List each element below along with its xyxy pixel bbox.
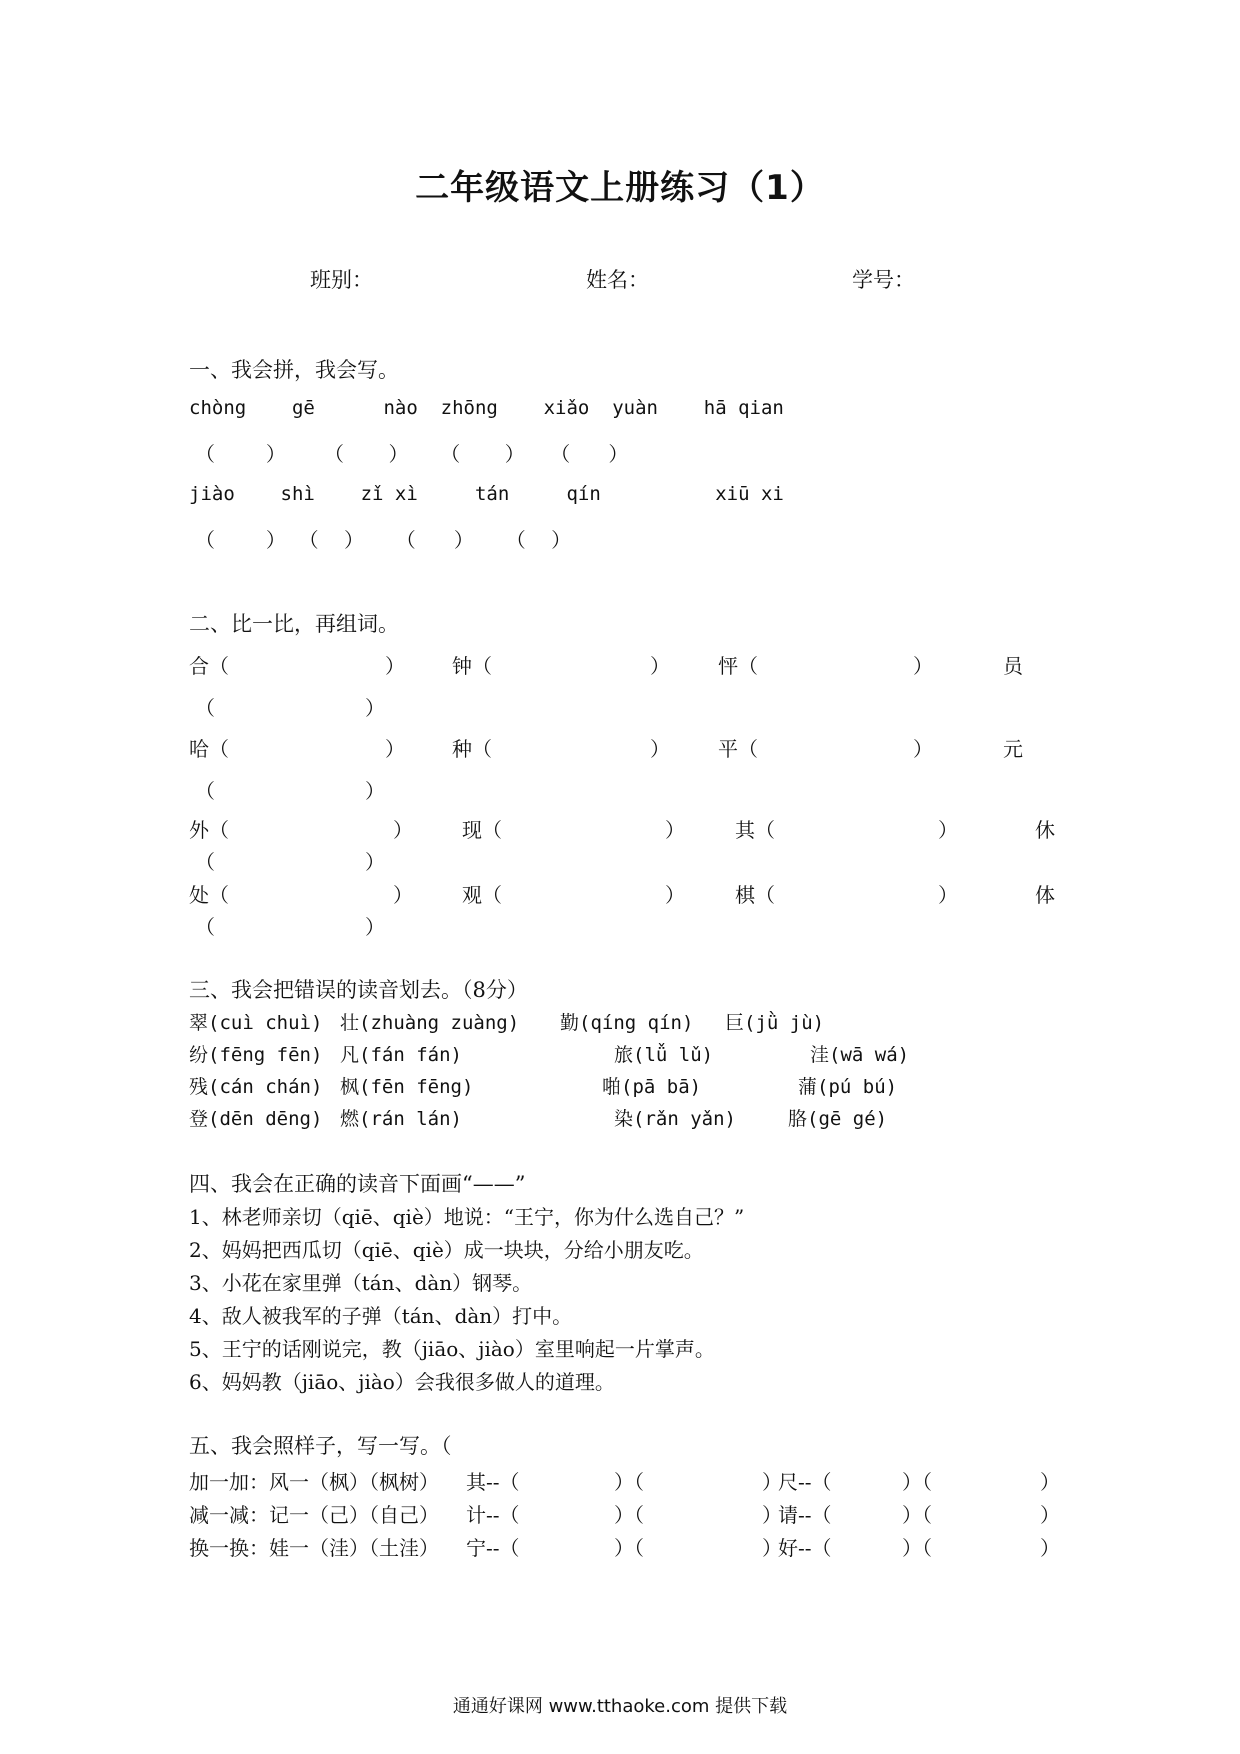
sentence-item: 1、林老师亲切（qiē、qiè）地说：“王宁，你为什么选自己？” (189, 1205, 745, 1229)
pronunciation-item: 纷(fēng fēn) (189, 1044, 323, 1066)
word-group-close: ） (665, 883, 685, 907)
sentence-item: 6、妈妈教（jiāo、jiào）会我很多做人的道理。 (189, 1370, 615, 1394)
pronunciation-item: 巨(jǜ jù) (725, 1012, 825, 1034)
example-label: 加一加：风一（枫）（枫树） (189, 1470, 439, 1494)
sentence-item: 5、王宁的话刚说完，教（jiāo、jiào）室里响起一片掌声。 (189, 1337, 715, 1361)
word-group-wrap-open: （ (195, 696, 215, 720)
student-number-label: 学号： (852, 268, 915, 292)
word-group-item: 钟（ (452, 654, 492, 678)
word-group-item: 怦（ (718, 654, 758, 678)
pronunciation-item: 燃(rán lán) (340, 1108, 462, 1130)
word-group-item: 现（ (462, 818, 502, 842)
word-group-close: ） (393, 818, 413, 842)
word-group-close: ） (913, 654, 933, 678)
exercise-blank-close: ） (1040, 1470, 1060, 1494)
word-group-close: ） (665, 818, 685, 842)
section-1-blanks-row-1: （ ） （ ） （ ） （ ） (195, 442, 629, 466)
word-group-close: ） (650, 737, 670, 761)
word-group-close: ） (938, 883, 958, 907)
section-3-heading: 三、我会把错误的读音划去。（8分） (189, 978, 528, 1002)
pronunciation-item: 登(dēn dēng) (189, 1108, 323, 1130)
exercise-word: 其--（ (466, 1470, 520, 1494)
exercise-word: 好--（ (778, 1536, 832, 1560)
exercise-word: 计--（ (466, 1503, 520, 1527)
exercise-blank-close: ） (1040, 1536, 1060, 1560)
word-group-item: 其（ (735, 818, 775, 842)
section-2-heading: 二、比一比，再组词。 (189, 612, 399, 636)
exercise-blank-separator: ）（ (902, 1503, 932, 1527)
section-1-pinyin-row-2: jiào shì zǐ xì tán qín xiū xi (189, 483, 784, 505)
section-4-heading: 四、我会在正确的读音下面画“——” (189, 1172, 526, 1196)
word-group-wrap-open: （ (195, 850, 215, 874)
exercise-blank-close: ） (762, 1470, 782, 1494)
word-group-item: 元 (1003, 737, 1023, 761)
pronunciation-item: 壮(zhuàng zuàng) (340, 1012, 520, 1034)
example-label: 减一减：记一（己）（自己） (189, 1503, 439, 1527)
word-group-wrap-close: ） (365, 779, 385, 803)
word-group-close: ） (393, 883, 413, 907)
example-label: 换一换：娃一（洼）（土洼） (189, 1536, 439, 1560)
pronunciation-item: 旅(lǚ lǔ) (614, 1044, 714, 1066)
page-title: 二年级语文上册练习（1） (415, 168, 825, 208)
word-group-item: 处（ (189, 883, 229, 907)
class-label: 班别： (310, 268, 373, 292)
sentence-item: 4、敌人被我军的子弹（tán、dàn）打中。 (189, 1304, 573, 1328)
word-group-item: 外（ (189, 818, 229, 842)
word-group-item: 平（ (718, 737, 758, 761)
exercise-blank-separator: ）（ (614, 1470, 644, 1494)
section-1-blanks-row-2: （ ） （ ） （ ） （ ） (195, 528, 572, 552)
word-group-wrap-close: ） (365, 915, 385, 939)
exercise-blank-close: ） (762, 1536, 782, 1560)
exercise-word: 宁--（ (466, 1536, 520, 1560)
exercise-blank-separator: ）（ (902, 1470, 932, 1494)
exercise-blank-separator: ）（ (902, 1536, 932, 1560)
section-1-pinyin-row-1: chòng gē nào zhōng xiǎo yuàn hā qian (189, 397, 784, 419)
pronunciation-item: 染(rǎn yǎn) (614, 1108, 736, 1130)
word-group-item: 种（ (452, 737, 492, 761)
footer-credit: 通通好课网 www.tthaoke.com 提供下载 (452, 1696, 788, 1717)
exercise-blank-separator: ）（ (614, 1503, 644, 1527)
word-group-close: ） (650, 654, 670, 678)
sentence-item: 3、小花在家里弹（tán、dàn）钢琴。 (189, 1271, 533, 1295)
pronunciation-item: 翠(cuì chuì) (189, 1012, 323, 1034)
pronunciation-item: 凡(fán fán) (340, 1044, 462, 1066)
sentence-item: 2、妈妈把西瓜切（qiē、qiè）成一块块，分给小朋友吃。 (189, 1238, 704, 1262)
word-group-item: 合（ (189, 654, 229, 678)
word-group-wrap-close: ） (365, 696, 385, 720)
exercise-blank-close: ） (1040, 1503, 1060, 1527)
pronunciation-item: 勤(qíng qín) (560, 1012, 694, 1034)
word-group-item: 休 (1035, 818, 1055, 842)
section-5-heading: 五、我会照样子，写一写。（ (189, 1434, 452, 1458)
pronunciation-item: 枫(fēn fēng) (340, 1076, 474, 1098)
exercise-word: 请--（ (778, 1503, 832, 1527)
name-label: 姓名： (586, 268, 649, 292)
word-group-item: 棋（ (735, 883, 775, 907)
word-group-item: 体 (1035, 883, 1055, 907)
exercise-blank-close: ） (762, 1503, 782, 1527)
word-group-wrap-open: （ (195, 915, 215, 939)
word-group-item: 员 (1003, 654, 1023, 678)
pronunciation-item: 洼(wā wá) (810, 1044, 910, 1066)
section-1-heading: 一、我会拼，我会写。 (189, 358, 399, 382)
pronunciation-item: 胳(gē gé) (788, 1108, 888, 1130)
pronunciation-item: 残(cán chán) (189, 1076, 323, 1098)
word-group-wrap-open: （ (195, 779, 215, 803)
word-group-close: ） (913, 737, 933, 761)
word-group-item: 哈（ (189, 737, 229, 761)
pronunciation-item: 啪(pā bā) (602, 1076, 702, 1098)
word-group-wrap-close: ） (365, 850, 385, 874)
exercise-word: 尺--（ (778, 1470, 832, 1494)
word-group-close: ） (938, 818, 958, 842)
word-group-item: 观（ (462, 883, 502, 907)
exercise-blank-separator: ）（ (614, 1536, 644, 1560)
word-group-close: ） (385, 654, 405, 678)
word-group-close: ） (385, 737, 405, 761)
pronunciation-item: 蒲(pú bú) (798, 1076, 898, 1098)
